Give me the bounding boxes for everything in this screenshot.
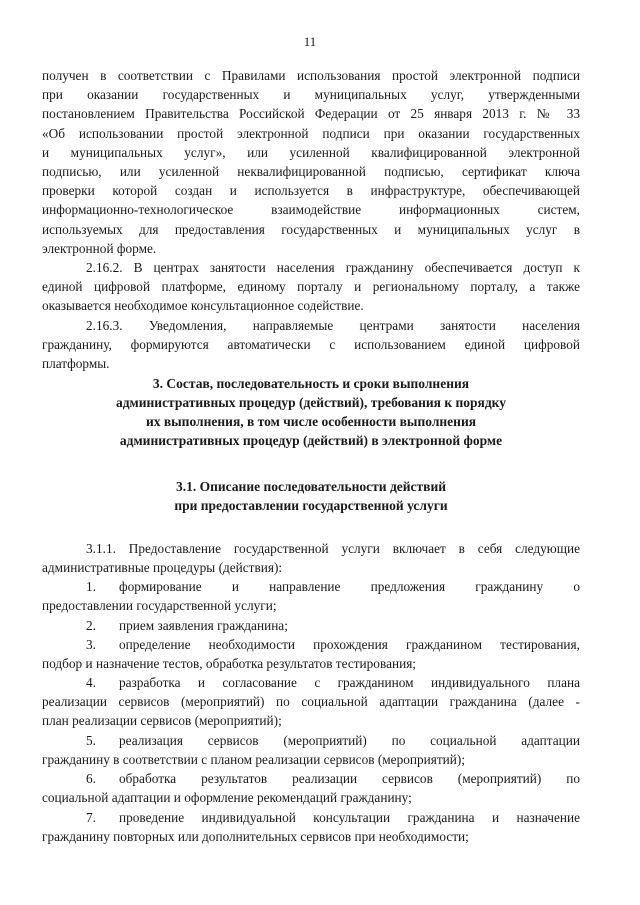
text-line: проведение индивидуальной консультации гражданина и назначение bbox=[119, 810, 580, 825]
text-line: платформы. bbox=[42, 356, 110, 372]
text-line: и муниципальных услуг», или усиленной квалифицированной электронной bbox=[42, 144, 580, 160]
procedure-item bbox=[42, 673, 580, 731]
page-number: 11 bbox=[303, 34, 317, 49]
heading-line: 3.1. Описание последовательности действий bbox=[175, 479, 447, 494]
heading-line: административных процедур (действий) в электронной форме bbox=[119, 433, 503, 448]
text-line: административные процедуры (действия): bbox=[42, 560, 283, 576]
procedure-item bbox=[42, 808, 580, 846]
item-number: 6. bbox=[86, 771, 96, 786]
text-line: реализации сервисов (мероприятий) по социальной адаптации гражданина (далее - bbox=[42, 694, 580, 710]
heading-line: административных процедур (действий), требования к порядку bbox=[115, 395, 507, 410]
text-line: план реализации сервисов (мероприятий); bbox=[42, 713, 282, 729]
text-line: единой цифровой платформе, единому порталу и региональному порталу, а также bbox=[42, 279, 580, 295]
text-line: при оказании государственных и муниципальных услуг, утвержденными bbox=[42, 87, 580, 103]
text-line: 3.1.1. Предоставление государственной услуги включает в себя следующие bbox=[86, 541, 580, 556]
procedure-item bbox=[42, 731, 580, 769]
text-line: 2.16.3. Уведомления, направляемые центрами занятости населения bbox=[86, 318, 580, 333]
text-line: получен в соответствии с Правилами использования простой электронной подписи bbox=[42, 68, 580, 83]
heading-line: 3. Состав, последовательность и сроки выполнения bbox=[152, 376, 470, 391]
paragraph-3-1-1 bbox=[42, 539, 580, 577]
procedure-item bbox=[42, 577, 580, 615]
text-line: социальной адаптации и оформление рекомендаций гражданину; bbox=[42, 790, 412, 806]
text-line: гражданину, формируются автоматически с использованием единой цифровой bbox=[42, 337, 580, 353]
item-number: 2. bbox=[86, 618, 96, 633]
section-3-1-heading bbox=[42, 477, 580, 515]
procedure-item bbox=[42, 769, 580, 807]
text-line: используемых для предоставления государственных и муниципальных услуг в bbox=[42, 221, 580, 237]
text-line: реализация сервисов (мероприятий) по социальной адаптации bbox=[119, 733, 580, 748]
text-line: подписью, или усиленной неквалифицированной подписью, сертификат ключа bbox=[42, 164, 580, 180]
heading-line: их выполнения, в том числе особенности выполнения bbox=[145, 414, 477, 429]
text-line: гражданину повторных или дополнительных сервисов при необходимости; bbox=[42, 829, 469, 845]
procedure-item bbox=[42, 635, 580, 673]
text-line: постановлением Правительства Российской Федерации от 25 января 2013 г. № 33 bbox=[42, 106, 580, 122]
text-line: информационно-технологическое взаимодействие информационных систем, bbox=[42, 202, 580, 218]
text-line: оказывается необходимое консультационное содействие. bbox=[42, 298, 364, 314]
item-number: 1. bbox=[86, 579, 96, 594]
item-number: 5. bbox=[86, 733, 96, 748]
text-line: прием заявления гражданина; bbox=[119, 618, 288, 633]
item-number: 7. bbox=[86, 810, 96, 825]
paragraph-2-16-2 bbox=[42, 258, 580, 316]
text-line: определение необходимости прохождения гражданином тестирования, bbox=[119, 637, 580, 652]
text-line: «Об использовании простой электронной подписи при оказании государственных bbox=[42, 125, 580, 141]
item-number: 4. bbox=[86, 675, 96, 690]
item-number: 3. bbox=[86, 637, 96, 652]
intro-paragraph bbox=[42, 66, 580, 258]
text-line: предоставлении государственной услуги; bbox=[42, 598, 277, 614]
procedure-item bbox=[42, 616, 580, 635]
text-line: 2.16.2. В центрах занятости населения гражданину обеспечивается доступ к bbox=[86, 260, 580, 275]
heading-line: при предоставлении государственной услуги bbox=[174, 498, 448, 513]
text-line: гражданину в соответствии с планом реализации сервисов (мероприятий); bbox=[42, 752, 466, 768]
text-line: обработка результатов реализации сервисов (мероприятий) по bbox=[119, 771, 580, 786]
section-3-heading bbox=[42, 374, 580, 450]
text-line: подбор и назначение тестов, обработка результатов тестирования; bbox=[42, 656, 417, 672]
text-line: разработка и согласование с гражданином индивидуального плана bbox=[119, 675, 580, 690]
text-line: электронной форме. bbox=[42, 240, 157, 256]
text-line: формирование и направление предложения гражданину о bbox=[119, 579, 580, 594]
paragraph-2-16-3 bbox=[42, 316, 580, 374]
text-line: проверки которой создан и используется в инфраструктуре, обеспечивающей bbox=[42, 183, 580, 199]
